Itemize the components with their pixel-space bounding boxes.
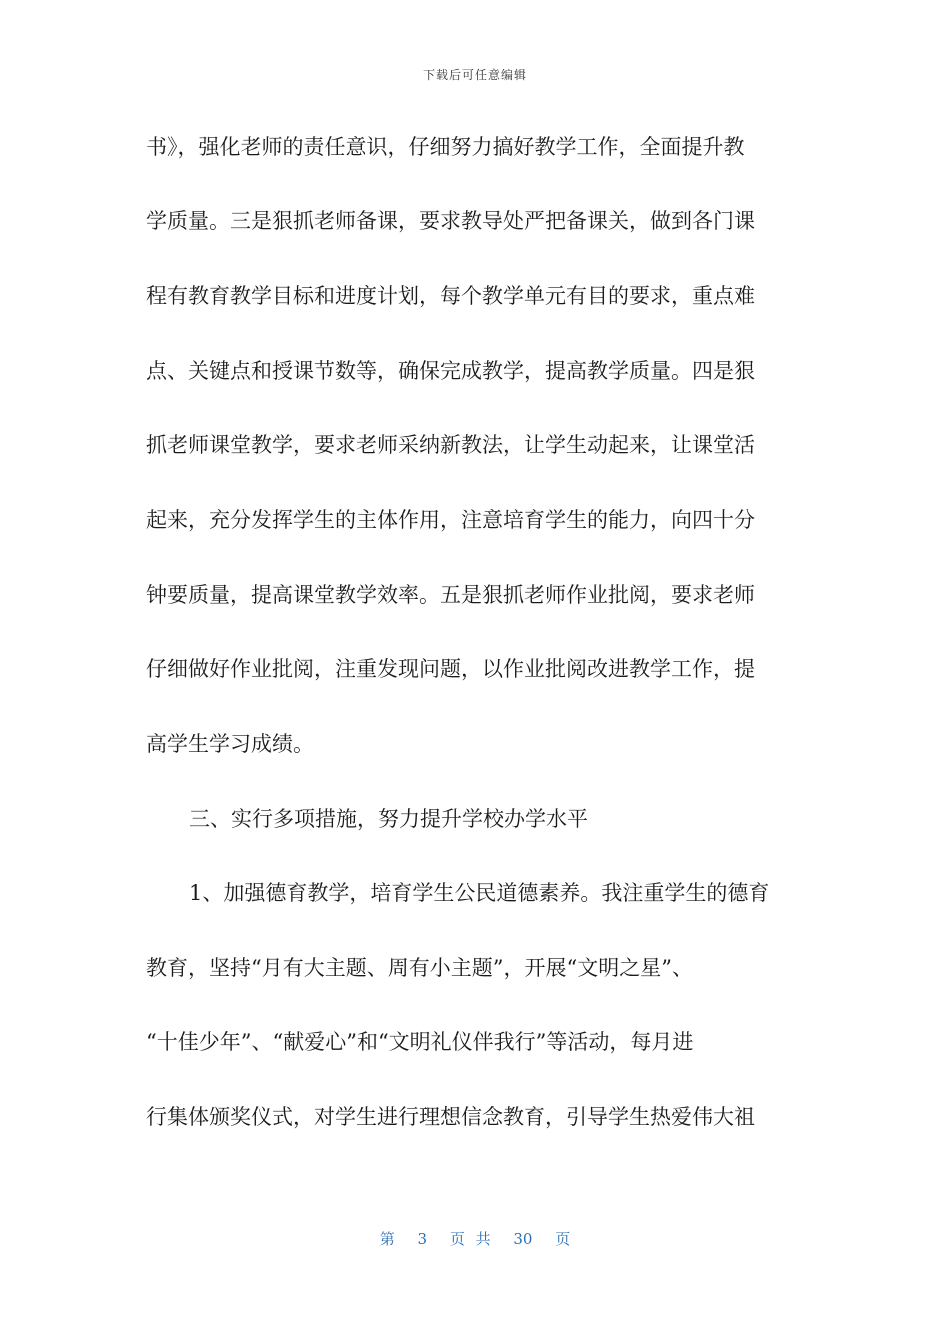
text-line: 书》，强化老师的责任意识，仔细努力搞好教学工作，全面提升教 (146, 135, 745, 159)
footer-middle: 页 共 (449, 1230, 491, 1248)
text-line: 钟要质量，提高课堂教学效率。五是狠抓老师作业批阅，要求老师 (146, 583, 755, 607)
text-line: 高学生学习成绩。 (146, 732, 314, 756)
text-line: 程有教育教学目标和进度计划，每个教学单元有目的要求，重点难 (146, 284, 755, 308)
text-line: 起来，充分发挥学生的主体作用，注意培育学生的能力，向四十分 (146, 508, 755, 532)
footer-prefix: 第 (379, 1230, 395, 1248)
text-line: 学质量。三是狠抓老师备课，要求教导处严把备课关，做到各门课 (146, 209, 755, 233)
text-line: 点、关键点和授课节数等，确保完成教学，提高教学质量。四是狠 (146, 359, 755, 383)
text-line: 1、加强德育教学，培育学生公民道德素养。我注重学生的德育 (189, 881, 770, 905)
total-pages-number: 30 (513, 1230, 533, 1248)
text-line: 抓老师课堂教学，要求老师采纳新教法，让学生动起来，让课堂活 (146, 433, 755, 457)
header-note: 下载后可任意编辑 (422, 68, 527, 82)
section-heading: 三、实行多项措施，努力提升学校办学水平 (189, 807, 588, 831)
text-line: 教育，坚持“月有大主题、周有小主题”，开展“文明之星”、 (146, 956, 693, 980)
current-page-number: 3 (417, 1230, 428, 1248)
text-line: 仔细做好作业批阅，注重发现问题，以作业批阅改进教学工作，提 (146, 657, 755, 681)
footer-suffix: 页 (555, 1230, 571, 1248)
text-line: “十佳少年”、“献爱心”和“文明礼仪伴我行”等活动，每月进 (146, 1030, 694, 1054)
text-line: 行集体颁奖仪式，对学生进行理想信念教育，引导学生热爱伟大祖 (146, 1105, 755, 1129)
page-footer (0, 1228, 950, 1249)
